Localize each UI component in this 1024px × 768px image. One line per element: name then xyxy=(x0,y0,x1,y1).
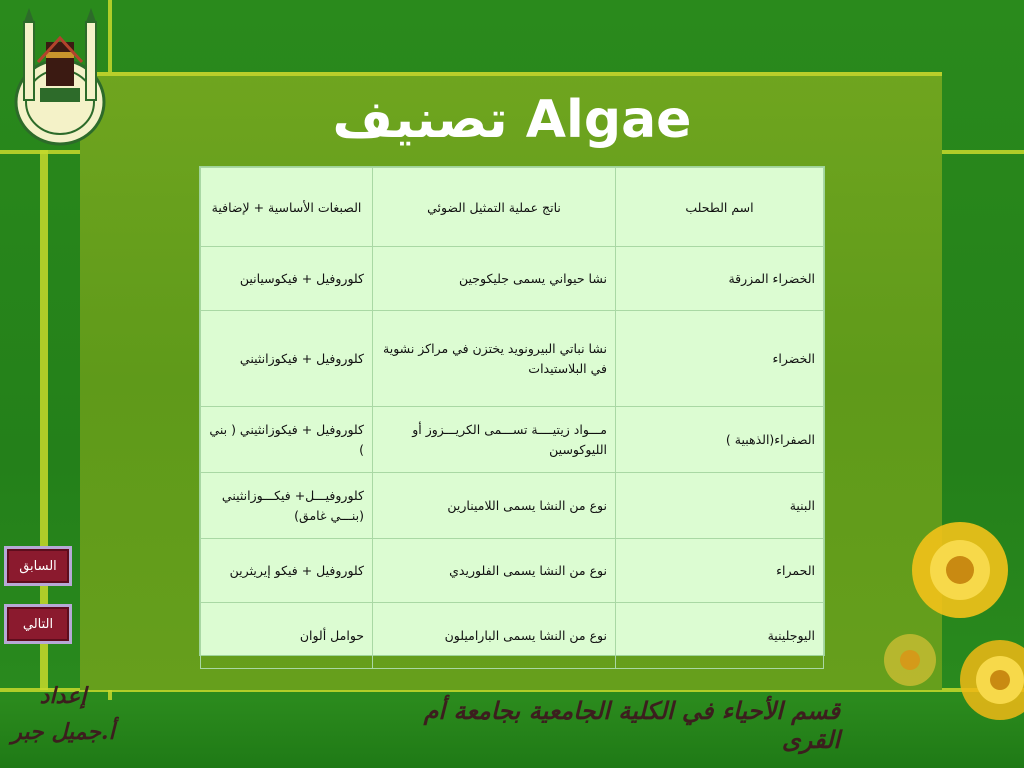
flowers-decoration-icon xyxy=(850,430,1024,768)
table-cell-pigments: كلوروفيل + فيكوسيانين xyxy=(201,247,373,311)
prepared-by xyxy=(8,678,118,758)
table-cell-product: نوع من النشا يسمى الباراميلون xyxy=(373,603,616,669)
table-header-row xyxy=(201,168,824,247)
table-row xyxy=(201,311,824,407)
department-label: قسم الأحياء في الكلية الجامعية بجامعة أم القرى xyxy=(423,696,840,754)
table-cell-name: اليوجلينية xyxy=(616,603,824,669)
table-row xyxy=(201,407,824,473)
table-cell-pigments: كلوروفيل + فيكوزانثيني ( بني ) xyxy=(201,407,373,473)
prev-button[interactable]: السابق xyxy=(4,546,72,586)
table-cell-pigments: كلوروفيل + فيكوزانثيني xyxy=(201,311,373,407)
table-row xyxy=(201,473,824,539)
table-cell-pigments: كلوروفيـــل+ فيكـــوزانثيني (بنـــي غامق) xyxy=(201,473,373,539)
table-cell-pigments: كلوروفيل + فيكو إيريثرين xyxy=(201,539,373,603)
university-logo-icon xyxy=(10,2,110,150)
table-cell-name: البنية xyxy=(616,473,824,539)
header-photosynthesis-product: ناتج عملية التمثيل الضوئي xyxy=(373,168,616,247)
table-cell-product: مـــواد زيتيــــة تســـمى الكريـــزوز أو الليوكوسين xyxy=(373,407,616,473)
table-cell-product: نشا نباتي البيرونويد يختزن في مراكز نشوية في البلاستيدات xyxy=(373,311,616,407)
table-row xyxy=(201,539,824,603)
algae-classification-table xyxy=(200,167,824,669)
prepared-by-name: أ.جميل جبر xyxy=(11,719,115,745)
header-pigments: الصبغات الأساسية + لإضافية xyxy=(201,168,373,247)
table-cell-name: الخضراء المزرقة xyxy=(616,247,824,311)
table-row xyxy=(201,603,824,669)
slide-title: Algae تصنيف xyxy=(332,90,692,150)
table-cell-name: الخضراء xyxy=(616,311,824,407)
prepared-by-label: إعداد xyxy=(39,683,87,709)
panel-border xyxy=(80,72,942,76)
table-row xyxy=(201,247,824,311)
table-cell-name: الصفراء(الذهبية ) xyxy=(616,407,824,473)
table-cell-name: الحمراء xyxy=(616,539,824,603)
next-button[interactable]: التالي xyxy=(4,604,72,644)
table-cell-product: نوع من النشا يسمى الفلوريدي xyxy=(373,539,616,603)
table-cell-product: نوع من النشا يسمى اللامينارين xyxy=(373,473,616,539)
table-cell-pigments: حوامل ألوان xyxy=(201,603,373,669)
algae-table xyxy=(199,166,825,656)
header-algae-name: اسم الطحلب xyxy=(616,168,824,247)
table-cell-product: نشا حيواني يسمى جليكوجين xyxy=(373,247,616,311)
